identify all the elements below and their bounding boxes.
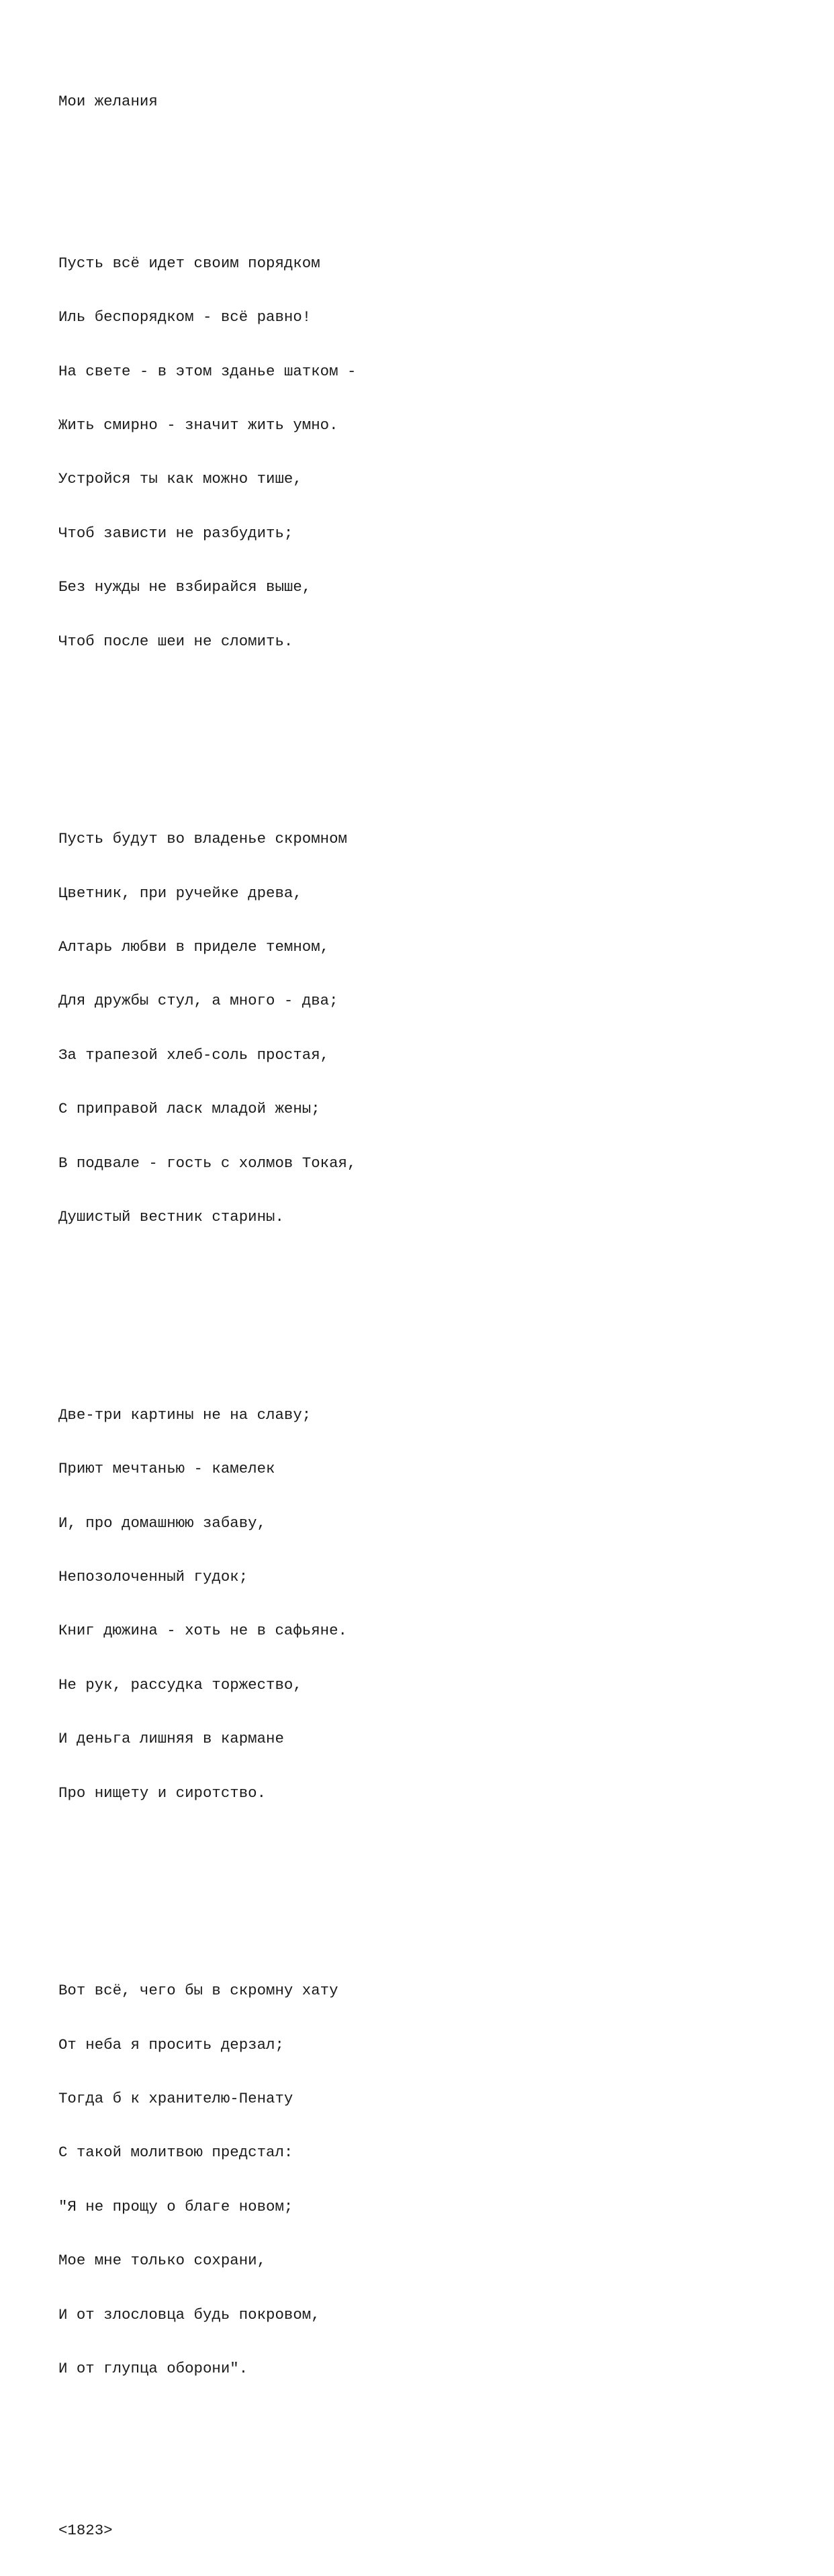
poem-line: Вот всё, чего бы в скромну хату — [58, 1982, 338, 2000]
poem-line: Пусть будут во владенье скромном — [58, 830, 347, 848]
poem-line: Жить смирно - значит жить умно. — [58, 416, 338, 434]
poem-line: Чтоб зависти не разбудить; — [58, 524, 293, 542]
poem-line: Пусть всё идет своим порядком — [58, 254, 320, 272]
stanza-3 — [58, 1370, 356, 1838]
poem-line: Иль беспорядком - всё равно! — [58, 308, 312, 326]
stanza-1 — [58, 218, 356, 686]
stanza-gap — [58, 146, 356, 165]
stanza-gap — [58, 1298, 356, 1316]
poem-line: И от злословца будь покровом, — [58, 2305, 320, 2324]
poem-line: Книг дюжина - хоть не в сафьяне. — [58, 1622, 347, 1640]
poem-line: За трапезой хлеб-соль простая, — [58, 1046, 330, 1064]
poem-line: С такой молитвою предстал: — [58, 2144, 293, 2162]
poem-line: Алтарь любви в приделе темном, — [58, 938, 330, 956]
poem-date: <1823> — [58, 2522, 113, 2540]
poem-line: Без нужды не взбирайся выше, — [58, 578, 312, 596]
poem-text — [58, 56, 356, 2576]
poem-line: Устройся ты как можно тише, — [58, 470, 302, 488]
poem-line: "Я не прощу о благе новом; — [58, 2197, 293, 2215]
poem-line: И деньга лишняя в кармане — [58, 1730, 284, 1748]
stanza-4 — [58, 1946, 356, 2414]
poem-line: Про нищету и сиротство. — [58, 1784, 267, 1802]
poem-line: Тогда б к хранителю-Пенату — [58, 2090, 293, 2108]
poem-line: Две-три картины не на славу; — [58, 1406, 312, 1424]
stanza-gap — [58, 1874, 356, 1892]
poem-line: В подвале - гость с холмов Токая, — [58, 1154, 357, 1172]
poem-line: И, про домашнюю забаву, — [58, 1514, 267, 1532]
stanza-gap — [58, 722, 356, 740]
poem-line: Непозолоченный гудок; — [58, 1567, 248, 1585]
poem-line: Мое мне только сохрани, — [58, 2252, 267, 2270]
poem-line: Душистый вестник старины. — [58, 1208, 284, 1226]
poem-line: От неба я просить дерзал; — [58, 2035, 284, 2054]
poem-title: Мои желания — [58, 92, 158, 110]
poem-line: На свете - в этом зданье шатком - — [58, 362, 357, 380]
poem-line: Для дружбы стул, а много - два; — [58, 992, 338, 1010]
poem-line: Чтоб после шеи не сломить. — [58, 632, 293, 650]
poem-line: Не рук, рассудка торжество, — [58, 1675, 302, 1694]
stanza-gap — [58, 2450, 356, 2468]
poem-line: С приправой ласк младой жены; — [58, 1100, 320, 1118]
poem-line: Приют мечтанью - камелек — [58, 1460, 275, 1478]
poem-line: И от глупца оборони". — [58, 2360, 248, 2377]
stanza-2 — [58, 794, 356, 1262]
poem-line: Цветник, при ручейке древа, — [58, 884, 302, 902]
